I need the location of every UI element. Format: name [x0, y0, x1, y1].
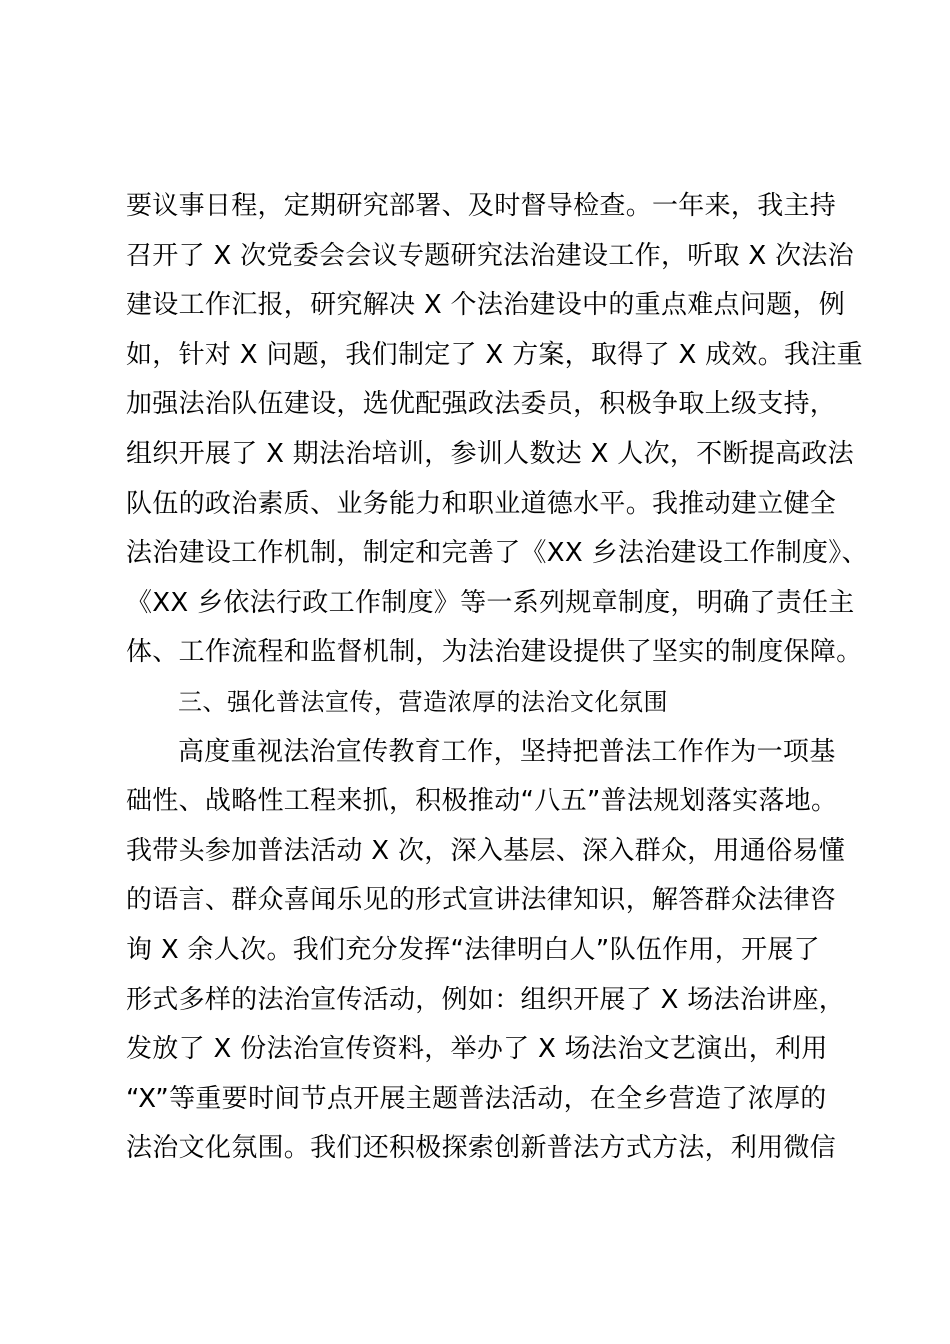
- body-text: [126, 182, 868, 1174]
- text-line: 体、工作流程和监督机制，为法治建设提供了坚实的制度保障。: [126, 637, 863, 668]
- section-heading: 三、强化普法宣传，营造浓厚的法治文化氛围: [178, 687, 668, 716]
- text-line: 建设工作汇报，研究解决 X 个法治建设中的重点难点问题，例: [126, 290, 846, 321]
- text-line: 我带头参加普法活动 X 次，深入基层、深入群众，用通俗易懂: [126, 835, 846, 866]
- paragraph-first-line: 高度重视法治宣传教育工作，坚持把普法工作作为一项基: [178, 736, 836, 767]
- text-line: 形式多样的法治宣传活动，例如：组织开展了 X 场法治讲座，: [126, 984, 846, 1015]
- text-line: 《XX 乡依法行政工作制度》等一系列规章制度，明确了责任主: [126, 587, 855, 618]
- text-line: 询 X 余人次。我们充分发挥“法律明白人”队伍作用，开展了: [126, 934, 820, 965]
- text-line: 法治文化氛围。我们还积极探索创新普法方式方法，利用微信: [126, 1133, 837, 1164]
- text-line: “X”等重要时间节点开展主题普法活动，在全乡营造了浓厚的: [126, 1083, 827, 1114]
- text-line: 发放了 X 份法治宣传资料，举办了 X 场法治文艺演出，利用: [126, 1034, 828, 1065]
- text-line: 加强法治队伍建设，选优配强政法委员，积极争取上级支持，: [126, 389, 837, 420]
- text-line: 队伍的政治素质、业务能力和职业道德水平。我推动建立健全: [126, 488, 837, 519]
- text-line: 础性、战略性工程来抓，积极推动“八五”普法规划落实落地。: [126, 786, 838, 817]
- text-line: 组织开展了 X 期法治培训，参训人数达 X 人次，不断提高政法: [126, 438, 854, 469]
- text-line: 要议事日程，定期研究部署、及时督导检查。一年来，我主持: [126, 191, 837, 221]
- text-line: 召开了 X 次党委会会议专题研究法治建设工作，听取 X 次法治: [126, 240, 854, 271]
- text-line: 法治建设工作机制，制定和完善了《XX 乡法治建设工作制度》、: [126, 538, 868, 569]
- text-line: 如，针对 X 问题，我们制定了 X 方案，取得了 X 成效。我注重: [126, 339, 863, 370]
- text-line: 的语言、群众喜闻乐见的形式宣讲法律知识，解答群众法律咨: [126, 885, 837, 916]
